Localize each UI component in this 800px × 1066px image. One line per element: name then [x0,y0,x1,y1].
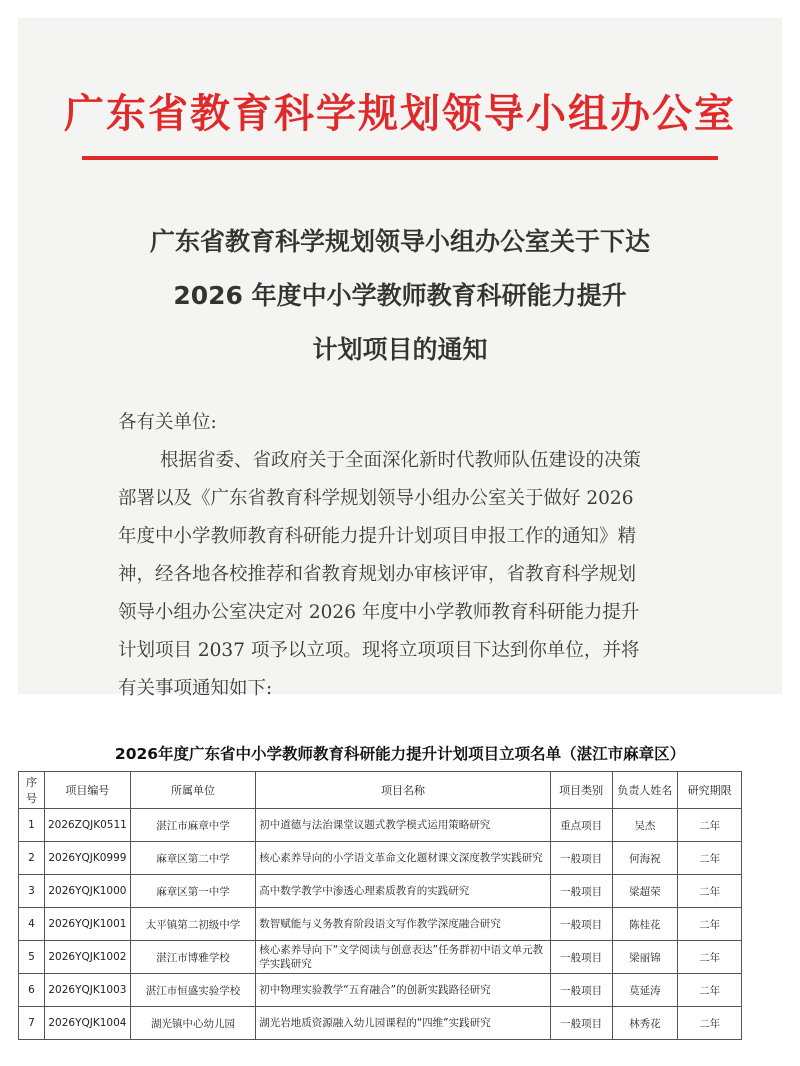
cell-index: 6 [19,974,45,1007]
cell-category: 一般项目 [550,941,612,974]
cell-lead: 吴杰 [612,809,678,842]
cell-lead: 梁超荣 [612,875,678,908]
cell-index: 3 [19,875,45,908]
cell-index: 4 [19,908,45,941]
cell-project-name: 高中数学教学中渗透心理素质教育的实践研究 [256,875,551,908]
cell-project-name: 初中物理实验教学“五育融合”的创新实践路径研究 [256,974,551,1007]
table-header-row [19,772,742,809]
body-line-4: 神，经各地各校推荐和省教育规划办审核评审，省教育科学规划 [118,564,637,585]
cell-unit: 太平镇第二初级中学 [130,908,255,941]
cell-lead: 陈桂花 [612,908,678,941]
cell-project-name: 湖光岩地质资源融入幼儿园课程的“四维”实践研究 [256,1007,551,1040]
cell-project-id: 2026ZQJK0511 [44,809,130,842]
notice-title-line-2: 2026 年度中小学教师教育科研能力提升 [173,281,627,310]
cell-unit: 麻章区第一中学 [130,875,255,908]
header-lead: 负责人姓名 [612,772,678,809]
letterhead-title: 广东省教育科学规划领导小组办公室 [64,90,736,137]
body-line-3: 年度中小学教师教育科研能力提升计划项目申报工作的通知》精 [118,526,637,547]
cell-duration: 二年 [678,809,742,842]
cell-index: 2 [19,842,45,875]
table-row [19,809,742,842]
cell-index: 1 [19,809,45,842]
cell-category: 一般项目 [550,974,612,1007]
header-unit: 所属单位 [130,772,255,809]
table-row [19,875,742,908]
cell-project-name: 初中道德与法治课堂议题式教学模式运用策略研究 [256,809,551,842]
cell-project-name: 核心素养导向下“文学阅读与创意表达”任务群初中语文单元教学实践研究 [256,941,551,974]
header-project-name: 项目名称 [256,772,551,809]
body-line-5: 领导小组办公室决定对 2026 年度中小学教师教育科研能力提升 [118,602,640,623]
cell-duration: 二年 [678,842,742,875]
cell-category: 一般项目 [550,875,612,908]
cell-unit: 湛江市恒盛实验学校 [130,974,255,1007]
notice-title-line-3: 计划项目的通知 [312,335,488,364]
cell-project-id: 2026YQJK1003 [44,974,130,1007]
cell-duration: 二年 [678,908,742,941]
header-duration: 研究期限 [678,772,742,809]
cell-unit: 湛江市麻章中学 [130,809,255,842]
scanned-notice [18,18,782,699]
table-title: 2026年度广东省中小学教师教育科研能力提升计划项目立项名单（湛江市麻章区） [114,745,686,763]
salutation: 各有关单位: [118,412,217,433]
cell-duration: 二年 [678,1007,742,1040]
header-category: 项目类别 [550,772,612,809]
cell-project-name: 数智赋能与义务教育阶段语文写作教学深度融合研究 [256,908,551,941]
body-line-2: 部署以及《广东省教育科学规划领导小组办公室关于做好 2026 [118,488,634,509]
cell-lead: 梁丽锦 [612,941,678,974]
cell-lead: 何海祝 [612,842,678,875]
cell-project-id: 2026YQJK0999 [44,842,130,875]
cell-lead: 莫延涛 [612,974,678,1007]
cell-duration: 二年 [678,875,742,908]
table-row [19,1007,742,1040]
cell-unit: 湛江市博雅学校 [130,941,255,974]
header-index: 序号 [19,772,45,809]
cell-index: 7 [19,1007,45,1040]
body-line-7: 有关事项通知如下: [118,678,273,699]
table-row [19,974,742,1007]
table-row [19,941,742,974]
cell-unit: 麻章区第二中学 [130,842,255,875]
body-line-1: 根据省委、省政府关于全面深化新时代教师队伍建设的决策 [160,450,642,471]
cell-lead: 林秀花 [612,1007,678,1040]
table-row [19,908,742,941]
cell-project-id: 2026YQJK1004 [44,1007,130,1040]
cell-index: 5 [19,941,45,974]
cell-project-name: 核心素养导向的小学语文革命文化题材课文深度教学实践研究 [256,842,551,875]
cell-project-id: 2026YQJK1001 [44,908,130,941]
cell-duration: 二年 [678,941,742,974]
body-line-6: 计划项目 2037 项予以立项。现将立项项目下达到你单位，并将 [118,640,640,661]
red-divider [82,156,718,160]
cell-category: 一般项目 [550,842,612,875]
table-row [19,842,742,875]
project-list-table [18,771,742,1040]
notice-title-line-1: 广东省教育科学规划领导小组办公室关于下达 [149,227,650,256]
cell-category: 一般项目 [550,1007,612,1040]
cell-unit: 湖光镇中心幼儿园 [130,1007,255,1040]
cell-duration: 二年 [678,974,742,1007]
cell-project-id: 2026YQJK1000 [44,875,130,908]
cell-category: 重点项目 [550,809,612,842]
cell-category: 一般项目 [550,908,612,941]
header-project-id: 项目编号 [44,772,130,809]
cell-project-id: 2026YQJK1002 [44,941,130,974]
